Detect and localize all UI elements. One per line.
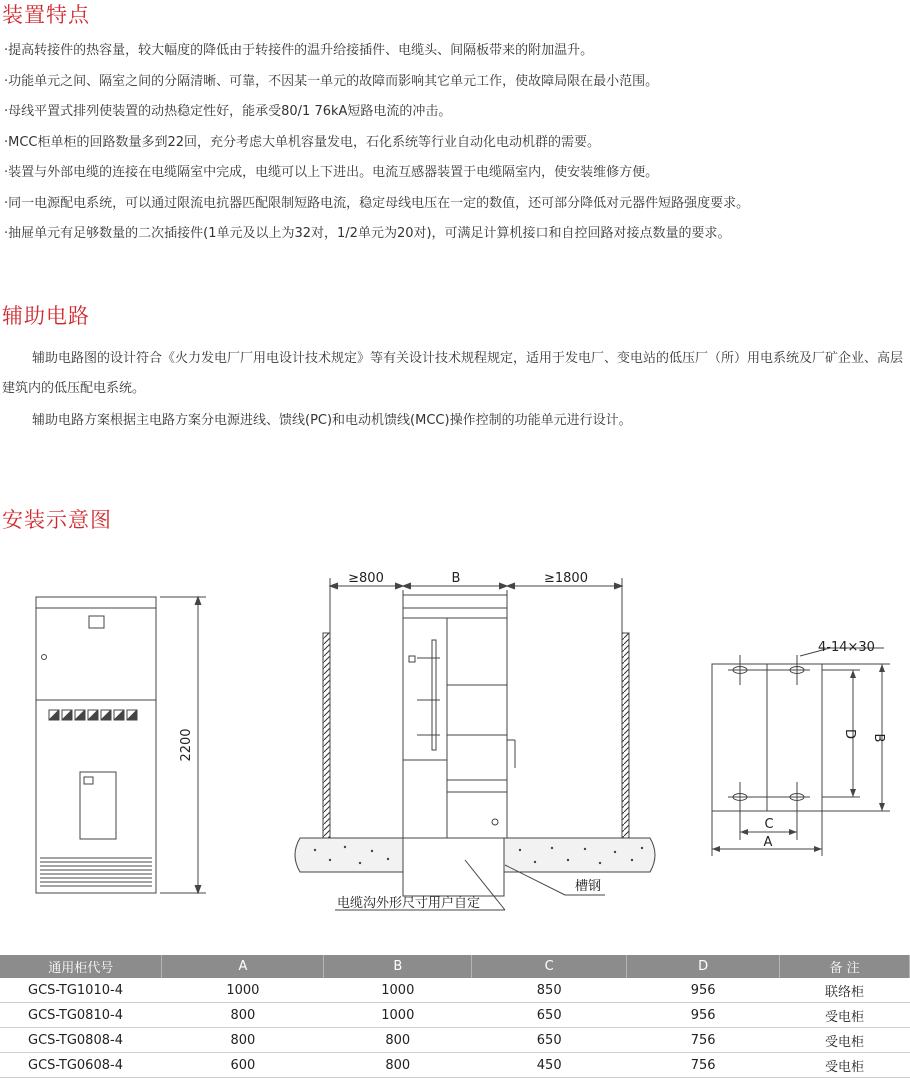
feature-item: ·装置与外部电缆的连接在电缆隔室中完成，电缆可以上下进出。电流互感器装置于电缆隔室内，使安装维修方便。 <box>4 165 659 180</box>
cell-c: 650 <box>472 1003 627 1028</box>
feature-item: ·同一电源配电系统，可以通过限流电抗器匹配限制短路电流，稳定母线电压在一定的数值，还可部分降低对元器件短路强度要求。 <box>4 195 750 211</box>
channel-steel-label: 槽钢 <box>575 879 602 894</box>
feature-item: ·抽屉单元有足够数量的二次插接件(1单元及以上为32对，1/2单元为20对)，可满足计算机接口和自控回路对接点数量的要求。 <box>4 226 731 241</box>
table-row <box>0 1003 910 1028</box>
cell-code: GCS-TG0810-4 <box>0 1003 162 1028</box>
col-header-code: 通用柜代号 <box>0 955 162 978</box>
cell-a: 800 <box>162 1028 324 1053</box>
table-header-row <box>0 955 910 978</box>
feature-item: ·母线平置式排列使装置的动热稳定性好，能承受80/1 76kA短路电流的冲击。 <box>4 104 452 119</box>
cell-d: 756 <box>627 1028 780 1053</box>
cell-b: 1000 <box>324 1003 472 1028</box>
feature-item: ·提高转接件的热容量，较大幅度的降低由于转接件的温升给接插件、电缆头、间隔板带来的附加温升。 <box>4 43 594 58</box>
indicator-row <box>49 710 137 720</box>
cell-remark: 联络柜 <box>780 978 910 1003</box>
feature-item: ·MCC柜单柜的回路数量多到22回，充分考虑大单机容量发电，石化系统等行业自动化电动机群的需要。 <box>4 134 601 150</box>
features-list <box>4 40 749 254</box>
cell-d: 956 <box>627 1003 780 1028</box>
table-row <box>0 1028 910 1053</box>
cell-c: 450 <box>472 1053 627 1078</box>
cell-remark: 受电柜 <box>780 1003 910 1028</box>
col-header-b: B <box>324 955 472 978</box>
installation-diagram <box>0 560 910 940</box>
cell-b: 800 <box>324 1028 472 1053</box>
cell-remark: 受电柜 <box>780 1028 910 1053</box>
cell-a: 600 <box>162 1053 324 1078</box>
cable-trench-label: 电缆沟外形尺寸用户自定 <box>337 896 481 911</box>
height-label: 2200 <box>179 728 194 762</box>
cabinet-spec-table <box>0 955 910 1078</box>
clearance-front-label: ≥800 <box>348 571 384 586</box>
table-row <box>0 1053 910 1078</box>
cell-a: 800 <box>162 1003 324 1028</box>
col-header-a: A <box>162 955 324 978</box>
col-header-c: C <box>472 955 627 978</box>
plan-arrows <box>712 664 885 852</box>
col-header-remark: 备 注 <box>780 955 910 978</box>
dimension-c-label: C <box>764 817 774 832</box>
feature-item: ·功能单元之间、隔室之间的分隔清晰、可靠，不因某一单元的故障而影响其它单元工作，使故障局限在最小范围。 <box>4 73 659 89</box>
cell-d: 756 <box>627 1053 780 1078</box>
width-b-label: B <box>451 571 461 586</box>
cell-b: 800 <box>324 1053 472 1078</box>
section-title-features: 装置特点 <box>2 3 90 27</box>
dimension-a-label: A <box>763 835 773 850</box>
cell-c: 650 <box>472 1028 627 1053</box>
section-title-installation: 安装示意图 <box>2 508 112 532</box>
dimension-d-label: D <box>842 728 857 740</box>
cell-code: GCS-TG1010-4 <box>0 978 162 1003</box>
side-view <box>295 590 655 896</box>
cell-c: 850 <box>472 978 627 1003</box>
section-title-aux-circuit: 辅助电路 <box>2 304 90 328</box>
hole-spec-label: 4-14×30 <box>818 640 875 655</box>
aux-paragraph-1: 辅助电路图的设计符合《火力发电厂厂用电设计技术规定》等有关设计技术规程规定，适用于发电厂、变电站的低压厂（所）用电系统及厂矿企业、高层建筑内的低压配电系统。 <box>2 351 904 396</box>
base-plan-view <box>712 648 890 856</box>
cell-code: GCS-TG0608-4 <box>0 1053 162 1078</box>
dimension-b-label: B <box>871 733 886 743</box>
vent-grille <box>40 858 152 886</box>
cell-a: 1000 <box>162 978 324 1003</box>
cell-remark: 受电柜 <box>780 1053 910 1078</box>
aux-paragraph-2: 辅助电路方案根据主电路方案分电源进线、馈线(PC)和电动机馈线(MCC)操作控制的功能单元进行设计。 <box>32 413 632 428</box>
cell-code: GCS-TG0808-4 <box>0 1028 162 1053</box>
cabinet-front-view <box>36 597 156 893</box>
table-row <box>0 978 910 1003</box>
clearance-rear-label: ≥1800 <box>544 571 588 586</box>
cell-b: 1000 <box>324 978 472 1003</box>
col-header-d: D <box>627 955 780 978</box>
cell-d: 956 <box>627 978 780 1003</box>
